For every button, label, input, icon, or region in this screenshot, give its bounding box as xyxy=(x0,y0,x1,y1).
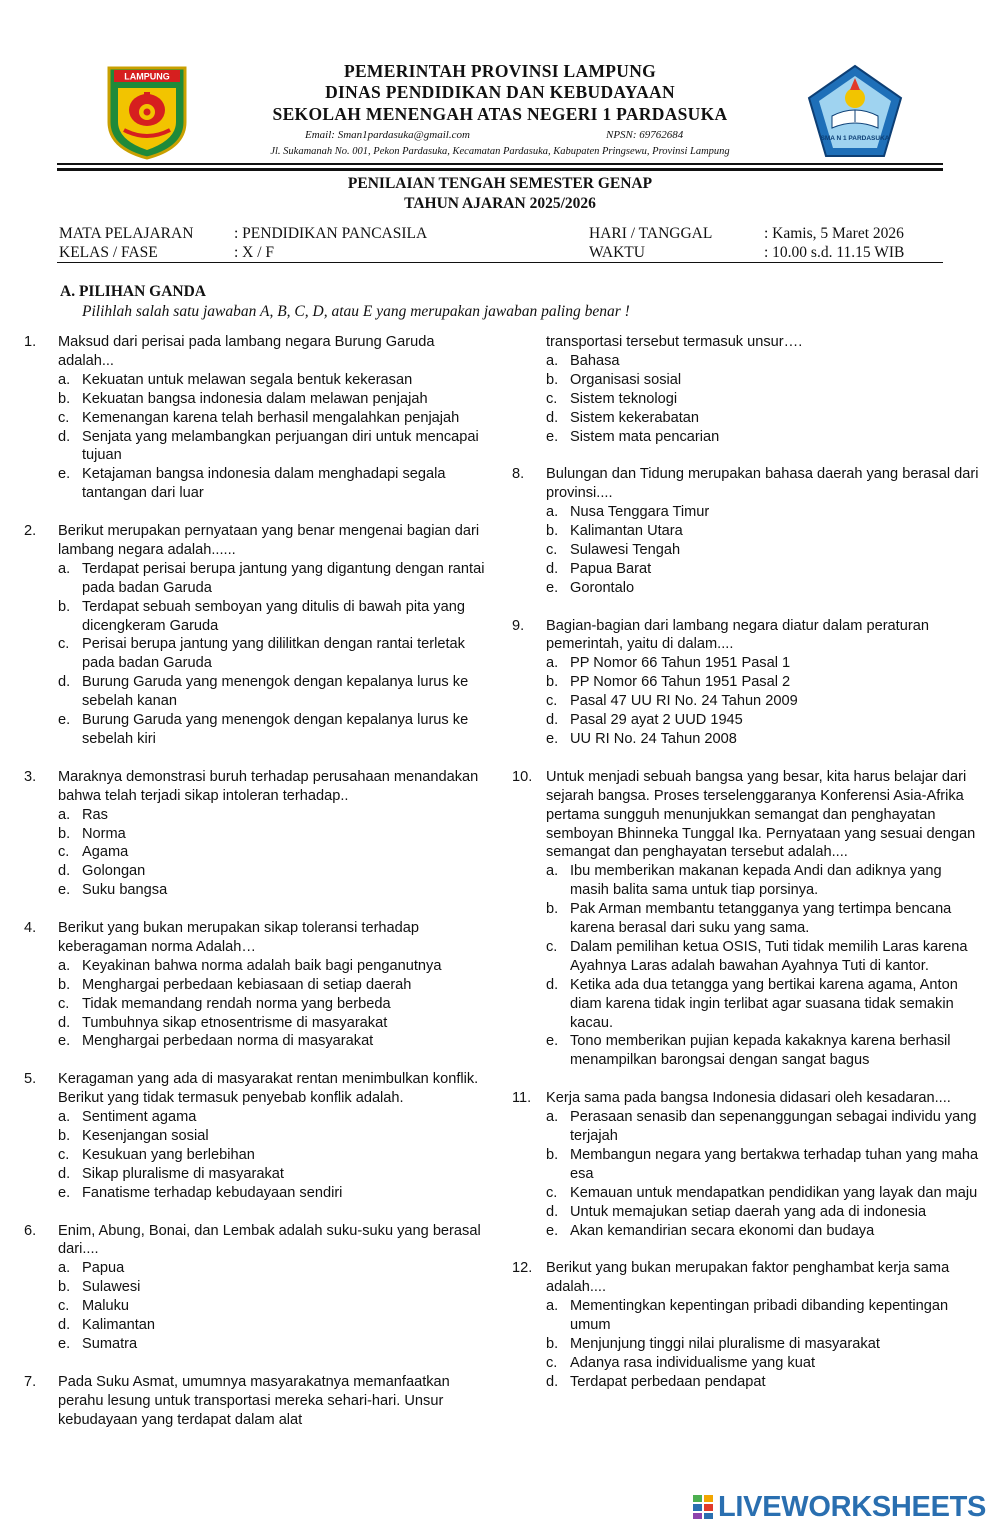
answer-option xyxy=(546,579,982,598)
answer-option xyxy=(58,635,494,673)
answer-option xyxy=(58,1032,494,1051)
question-number: 12. xyxy=(512,1260,533,1277)
question-item xyxy=(24,768,494,900)
question-text: Keragaman yang ada di masyarakat rentan menimbulkan konflik. Berikut yang tidak termasuk penyebab konflik adalah. xyxy=(58,1071,479,1107)
school-logo xyxy=(806,64,904,162)
answer-option xyxy=(58,825,494,844)
school-logo-text: SMA N 1 PARDASUKA xyxy=(820,135,890,142)
header-line-1: PEMERINTAH PROVINSI LAMPUNG xyxy=(343,61,657,81)
question-item xyxy=(24,333,494,503)
option-letter: b. xyxy=(546,523,559,540)
option-letter: d. xyxy=(58,674,71,691)
question-number: 7. xyxy=(24,1373,37,1390)
question-text: Kerja sama pada bangsa Indonesia didasari oleh kesadaran.... xyxy=(546,1090,951,1107)
option-text: Tono memberikan pujian kepada kakaknya karena berhasil menampilkan barongsai dengan sangat bagus xyxy=(570,1033,951,1069)
option-letter: b. xyxy=(58,976,71,993)
liveworksheets-logo-icon xyxy=(692,1494,714,1520)
answer-option xyxy=(546,1297,982,1335)
option-text: Tumbuhnya sikap etnosentrisme di masyarakat xyxy=(82,1014,388,1031)
answer-option xyxy=(546,409,982,428)
answer-option xyxy=(58,995,494,1014)
option-text: Golongan xyxy=(82,863,146,880)
option-letter: c. xyxy=(58,1146,70,1163)
option-letter: d. xyxy=(546,560,559,577)
question-item xyxy=(24,1373,494,1430)
questions-right-column xyxy=(512,333,982,1411)
subject-value: : PENDIDIKAN PANCASILA xyxy=(234,225,428,242)
question-number: 9. xyxy=(512,617,525,634)
option-text: PP Nomor 66 Tahun 1951 Pasal 2 xyxy=(570,674,791,691)
option-text: Menghargai perbedaan kebiasaan di setiap daerah xyxy=(82,976,412,993)
answer-option xyxy=(58,1165,494,1184)
lampung-emblem-logo xyxy=(106,64,188,160)
option-text: Ras xyxy=(82,806,108,823)
question-text: Berikut yang bukan merupakan sikap toleransi terhadap keberagaman norma Adalah… xyxy=(58,920,420,955)
question-number: 4. xyxy=(24,920,37,937)
questions-left-column xyxy=(24,333,494,1448)
option-text: Sikap pluralisme di masyarakat xyxy=(82,1165,284,1182)
question-item xyxy=(512,768,982,1071)
option-text: Terdapat sebuah semboyan yang ditulis di bawah pita yang dicengkeram Garuda xyxy=(82,598,465,634)
option-letter: e. xyxy=(58,1184,71,1201)
option-letter: c. xyxy=(546,938,558,955)
question-number: 3. xyxy=(24,768,37,785)
answer-option xyxy=(546,1032,982,1070)
answer-option xyxy=(546,390,982,409)
option-text: Papua xyxy=(82,1260,125,1277)
class-label: KELAS / FASE xyxy=(59,244,158,261)
lampung-logo-text: LAMPUNG xyxy=(124,71,170,82)
option-text: Burung Garuda yang menengok dengan kepalanya lurus ke sebelah kiri xyxy=(82,712,469,748)
answer-option xyxy=(58,862,494,881)
answer-option xyxy=(546,1335,982,1354)
answer-option xyxy=(58,957,494,976)
option-text: Suku bangsa xyxy=(82,882,168,899)
option-text: PP Nomor 66 Tahun 1951 Pasal 1 xyxy=(570,655,791,672)
answer-option xyxy=(546,522,982,541)
answer-option xyxy=(546,1184,982,1203)
option-letter: e. xyxy=(58,712,71,729)
option-letter: d. xyxy=(58,428,71,445)
answer-option xyxy=(58,1278,494,1297)
option-letter: e. xyxy=(58,882,71,899)
question-number: 10. xyxy=(512,768,533,785)
answer-option xyxy=(546,541,982,560)
option-text: Kekuatan bangsa indonesia dalam melawan penjajah xyxy=(82,390,428,407)
answer-option xyxy=(546,1373,982,1392)
option-text: Bahasa xyxy=(570,352,620,369)
answer-option xyxy=(546,352,982,371)
answer-option xyxy=(546,428,982,447)
answer-option xyxy=(546,976,982,1033)
question-text: Untuk menjadi sebuah bangsa yang besar, kita harus belajar dari sejarah bangsa. Proses terselenggaranya Konferensi Asia-Afrika pertama sungguh menunjukkan semangat dan penghayatan semboyan Bhinneka Tunggal Ika. Pernyataan yang sesuai dengan semangat dan penghayatan tersebut adalah.... xyxy=(546,768,976,861)
answer-option xyxy=(546,673,982,692)
option-text: Ketika ada dua tetangga yang bertikai karena agama, Anton diam karena tidak ingin terlibat agar suasana tidak semakin kacau. xyxy=(570,976,958,1031)
answer-option xyxy=(58,806,494,825)
option-text: Kemenangan karena telah berhasil mengalahkan penjajah xyxy=(82,409,460,426)
question-item xyxy=(24,1222,494,1354)
option-letter: e. xyxy=(58,1033,71,1050)
option-text: Terdapat perbedaan pendapat xyxy=(570,1373,766,1390)
option-letter: c. xyxy=(546,1184,558,1201)
option-letter: d. xyxy=(546,712,559,729)
answer-option xyxy=(546,692,982,711)
question-number: 8. xyxy=(512,466,525,483)
subject-label: MATA PELAJARAN xyxy=(59,225,194,242)
question-text: Bagian-bagian dari lambang negara diatur dalam peraturan pemerintah, yaitu di dalam.... xyxy=(546,617,929,653)
question-number: 2. xyxy=(24,523,37,540)
option-text: Adanya rasa individualisme yang kuat xyxy=(570,1354,815,1371)
option-letter: a. xyxy=(546,655,559,672)
option-text: Nusa Tenggara Timur xyxy=(570,504,710,521)
answer-option xyxy=(546,862,982,900)
option-letter: b. xyxy=(58,825,71,842)
answer-option xyxy=(546,503,982,522)
question-text: transportasi tersebut termasuk unsur…. xyxy=(546,334,803,350)
answer-option xyxy=(58,673,494,711)
option-text: Pasal 29 ayat 2 UUD 1945 xyxy=(570,712,743,729)
liveworksheets-brand xyxy=(692,1490,986,1524)
answer-option xyxy=(58,465,494,503)
exam-title: PENILAIAN TENGAH SEMESTER GENAP xyxy=(347,175,653,192)
answer-option xyxy=(58,1146,494,1165)
option-text: Perasaan senasib dan sepenanggungan sebagai individu yang terjajah xyxy=(570,1109,977,1144)
question-number: 5. xyxy=(24,1071,37,1088)
answer-option xyxy=(546,711,982,730)
option-text: Membangun negara yang bertakwa terhadap tuhan yang maha esa xyxy=(570,1146,979,1182)
option-text: Ketajaman bangsa indonesia dalam menghadapi segala tantangan dari luar xyxy=(82,466,446,502)
question-text: Berikut merupakan pernyataan yang benar mengenai bagian dari lambang negara adalah...... xyxy=(58,523,480,558)
option-letter: b. xyxy=(58,1128,71,1144)
option-letter: d. xyxy=(546,976,559,993)
option-letter: a. xyxy=(58,1109,71,1126)
option-letter: d. xyxy=(58,1317,71,1334)
header-divider-thick xyxy=(57,168,943,171)
answer-option xyxy=(58,1259,494,1278)
option-letter: e. xyxy=(546,1222,559,1239)
answer-option xyxy=(58,428,494,466)
option-text: Sistem teknologi xyxy=(570,390,678,407)
option-letter: b. xyxy=(546,901,559,918)
option-text: Kekuatan untuk melawan segala bentuk kekerasan xyxy=(82,371,413,388)
question-item xyxy=(512,333,982,446)
option-text: Senjata yang melambangkan perjuangan diri untuk mencapai tujuan xyxy=(82,428,479,464)
question-item xyxy=(512,1259,982,1391)
answer-option xyxy=(58,1297,494,1316)
answer-option xyxy=(58,560,494,598)
answer-option xyxy=(546,371,982,390)
answer-option xyxy=(58,1014,494,1033)
answer-option xyxy=(546,900,982,938)
option-letter: a. xyxy=(58,560,71,577)
option-text: Agama xyxy=(82,844,129,861)
option-letter: a. xyxy=(58,957,71,974)
option-text: Kalimantan xyxy=(82,1317,156,1334)
option-letter: d. xyxy=(546,1203,559,1220)
question-item xyxy=(24,919,494,1051)
option-letter: d. xyxy=(546,1373,559,1390)
question-text: Bulungan dan Tidung merupakan bahasa daerah yang berasal dari provinsi.... xyxy=(546,466,979,502)
option-text: Burung Garuda yang menengok dengan kepalanya lurus ke sebelah kanan xyxy=(82,674,469,710)
answer-option xyxy=(546,730,982,749)
option-letter: c. xyxy=(546,541,558,558)
section-instruction: Pilihlah salah satu jawaban A, B, C, D, atau E yang merupakan jawaban paling benar ! xyxy=(82,303,630,320)
option-letter: e. xyxy=(58,1335,71,1352)
option-letter: e. xyxy=(58,466,71,483)
question-item xyxy=(512,465,982,597)
option-text: UU RI No. 24 Tahun 2008 xyxy=(570,731,737,747)
option-text: Kesukuan yang berlebihan xyxy=(82,1146,255,1163)
question-text: Enim, Abung, Bonai, dan Lembak adalah suku-suku yang berasal dari.... xyxy=(58,1222,481,1258)
option-text: Kesenjangan sosial xyxy=(82,1128,209,1144)
answer-option xyxy=(58,1335,494,1354)
option-letter: c. xyxy=(58,409,70,426)
answer-option xyxy=(58,976,494,995)
question-item xyxy=(24,1070,494,1202)
answer-option xyxy=(58,371,494,390)
question-item xyxy=(24,522,494,749)
option-letter: a. xyxy=(58,371,71,388)
answer-option xyxy=(546,654,982,673)
answer-option xyxy=(58,409,494,428)
header-line-3: SEKOLAH MENENGAH ATAS NEGERI 1 PARDASUKA xyxy=(272,104,728,124)
class-value: : X / F xyxy=(234,244,275,261)
school-address: Jl. Sukamanah No. 001, Pekon Pardasuka, Kecamatan Pardasuka, Kabupaten Pringsewu, Provinsi Lampung xyxy=(270,146,730,157)
option-letter: c. xyxy=(58,1298,70,1315)
answer-option xyxy=(58,1184,494,1203)
option-letter: c. xyxy=(546,693,558,710)
option-text: Gorontalo xyxy=(570,579,635,596)
option-letter: a. xyxy=(546,352,559,369)
question-item xyxy=(512,617,982,749)
option-text: Maluku xyxy=(82,1298,130,1315)
option-letter: b. xyxy=(546,1146,559,1163)
option-text: Kalimantan Utara xyxy=(570,523,683,540)
option-letter: e. xyxy=(546,428,559,445)
option-text: Pak Arman membantu tetangganya yang tertimpa bencana karena berasal dari suku yang sama. xyxy=(570,901,952,937)
option-letter: d. xyxy=(58,1014,71,1031)
option-text: Perisai berupa jantung yang dililitkan dengan rantai terletak pada badan Garuda xyxy=(82,636,465,672)
school-npsn: NPSN: 69762684 xyxy=(606,129,684,141)
question-text: Berikut yang bukan merupakan faktor penghambat kerja sama adalah.... xyxy=(546,1260,950,1296)
option-text: Akan kemandirian secara ekonomi dan budaya xyxy=(570,1222,875,1239)
option-letter: a. xyxy=(58,806,71,823)
exam-year: TAHUN AJARAN 2025/2026 xyxy=(404,195,596,212)
option-text: Sentiment agama xyxy=(82,1109,197,1126)
question-text: Maraknya demonstrasi buruh terhadap perusahaan menandakan bahwa telah terjadi sikap intoleran terhadap.. xyxy=(58,768,479,804)
option-text: Norma xyxy=(82,825,126,842)
school-email: Email: Sman1pardasuka@gmail.com xyxy=(305,129,470,141)
option-text: Terdapat perisai berupa jantung yang digantung dengan rantai pada badan Garuda xyxy=(82,560,485,596)
question-number: 11. xyxy=(512,1090,532,1107)
option-letter: e. xyxy=(546,579,559,596)
option-letter: b. xyxy=(58,1279,71,1296)
option-text: Dalam pemilihan ketua OSIS, Tuti tidak memilih Laras karena Ayahnya Laras adalah bawahan Ayahnya Tuti di kantor. xyxy=(570,938,968,974)
option-text: Menghargai perbedaan norma di masyarakat xyxy=(82,1033,374,1050)
answer-option xyxy=(58,843,494,862)
option-letter: e. xyxy=(546,1033,559,1050)
option-letter: c. xyxy=(58,844,70,861)
answer-option xyxy=(546,1354,982,1373)
answer-option xyxy=(546,560,982,579)
option-letter: a. xyxy=(546,1109,559,1126)
answer-option xyxy=(546,1146,982,1184)
option-text: Organisasi sosial xyxy=(570,371,682,388)
option-text: Sulawesi xyxy=(82,1279,141,1296)
option-text: Menjunjung tinggi nilai pluralisme di masyarakat xyxy=(570,1335,880,1352)
option-letter: b. xyxy=(58,598,71,615)
header-line-2: DINAS PENDIDIKAN DAN KEBUDAYAAN xyxy=(325,82,675,102)
question-item xyxy=(512,1089,982,1240)
option-text: Untuk memajukan setiap daerah yang ada di indonesia xyxy=(570,1203,927,1220)
option-letter: c. xyxy=(546,1354,558,1371)
option-text: Sistem kekerabatan xyxy=(570,409,699,426)
option-letter: e. xyxy=(546,731,559,747)
option-letter: c. xyxy=(546,390,558,407)
question-text: Maksud dari perisai pada lambang negara Burung Garuda adalah... xyxy=(58,334,435,369)
option-text: Sumatra xyxy=(82,1335,138,1352)
answer-option xyxy=(58,1108,494,1127)
option-letter: a. xyxy=(546,863,559,880)
option-text: Tidak memandang rendah norma yang berbeda xyxy=(82,995,391,1012)
option-letter: d. xyxy=(58,1165,71,1182)
day-value: : Kamis, 5 Maret 2026 xyxy=(764,225,904,242)
option-text: Kemauan untuk mendapatkan pendidikan yang layak dan maju xyxy=(570,1184,978,1201)
answer-option xyxy=(58,1316,494,1335)
section-title: A. PILIHAN GANDA xyxy=(60,283,206,300)
option-text: Sulawesi Tengah xyxy=(570,541,681,558)
option-text: Keyakinan bahwa norma adalah baik bagi penganutnya xyxy=(82,957,442,974)
option-letter: c. xyxy=(58,995,70,1012)
answer-option xyxy=(58,711,494,749)
time-value: : 10.00 s.d. 11.15 WIB xyxy=(764,244,905,261)
time-label: WAKTU xyxy=(589,244,645,261)
option-text: Fanatisme terhadap kebudayaan sendiri xyxy=(82,1184,343,1201)
option-letter: b. xyxy=(546,371,559,388)
header-divider-thin xyxy=(57,163,943,165)
option-letter: b. xyxy=(546,1335,559,1352)
option-letter: c. xyxy=(58,636,70,653)
question-text: Pada Suku Asmat, umumnya masyarakatnya memanfaatkan perahu lesung untuk transportasi mereka sehari-hari. Unsur kebudayaan yang terdapat dalam alat xyxy=(58,1373,450,1428)
info-divider xyxy=(57,262,943,263)
option-text: Papua Barat xyxy=(570,560,652,577)
option-letter: d. xyxy=(58,863,71,880)
question-number: 6. xyxy=(24,1222,37,1239)
answer-option xyxy=(546,938,982,976)
option-text: Pasal 47 UU RI No. 24 Tahun 2009 xyxy=(570,693,798,710)
option-text: Ibu memberikan makanan kepada Andi dan adiknya yang masih balita sama untuk tiap porsinya. xyxy=(570,863,942,899)
day-label: HARI / TANGGAL xyxy=(589,225,713,242)
answer-option xyxy=(58,390,494,409)
option-text: Mementingkan kepentingan pribadi dibanding kepentingan umum xyxy=(570,1298,949,1334)
option-letter: a. xyxy=(58,1260,71,1277)
answer-option xyxy=(546,1222,982,1241)
answer-option xyxy=(58,1127,494,1146)
question-number: 1. xyxy=(24,334,37,350)
option-text: Sistem mata pencarian xyxy=(570,428,720,445)
answer-option xyxy=(546,1203,982,1222)
answer-option xyxy=(546,1108,982,1146)
option-letter: b. xyxy=(546,674,559,691)
option-letter: a. xyxy=(546,504,559,521)
answer-option xyxy=(58,598,494,636)
option-letter: b. xyxy=(58,390,71,407)
option-letter: d. xyxy=(546,409,559,426)
answer-option xyxy=(58,881,494,900)
liveworksheets-brand-text: LIVEWORKSHEETS xyxy=(718,1490,987,1523)
option-letter: a. xyxy=(546,1298,559,1315)
